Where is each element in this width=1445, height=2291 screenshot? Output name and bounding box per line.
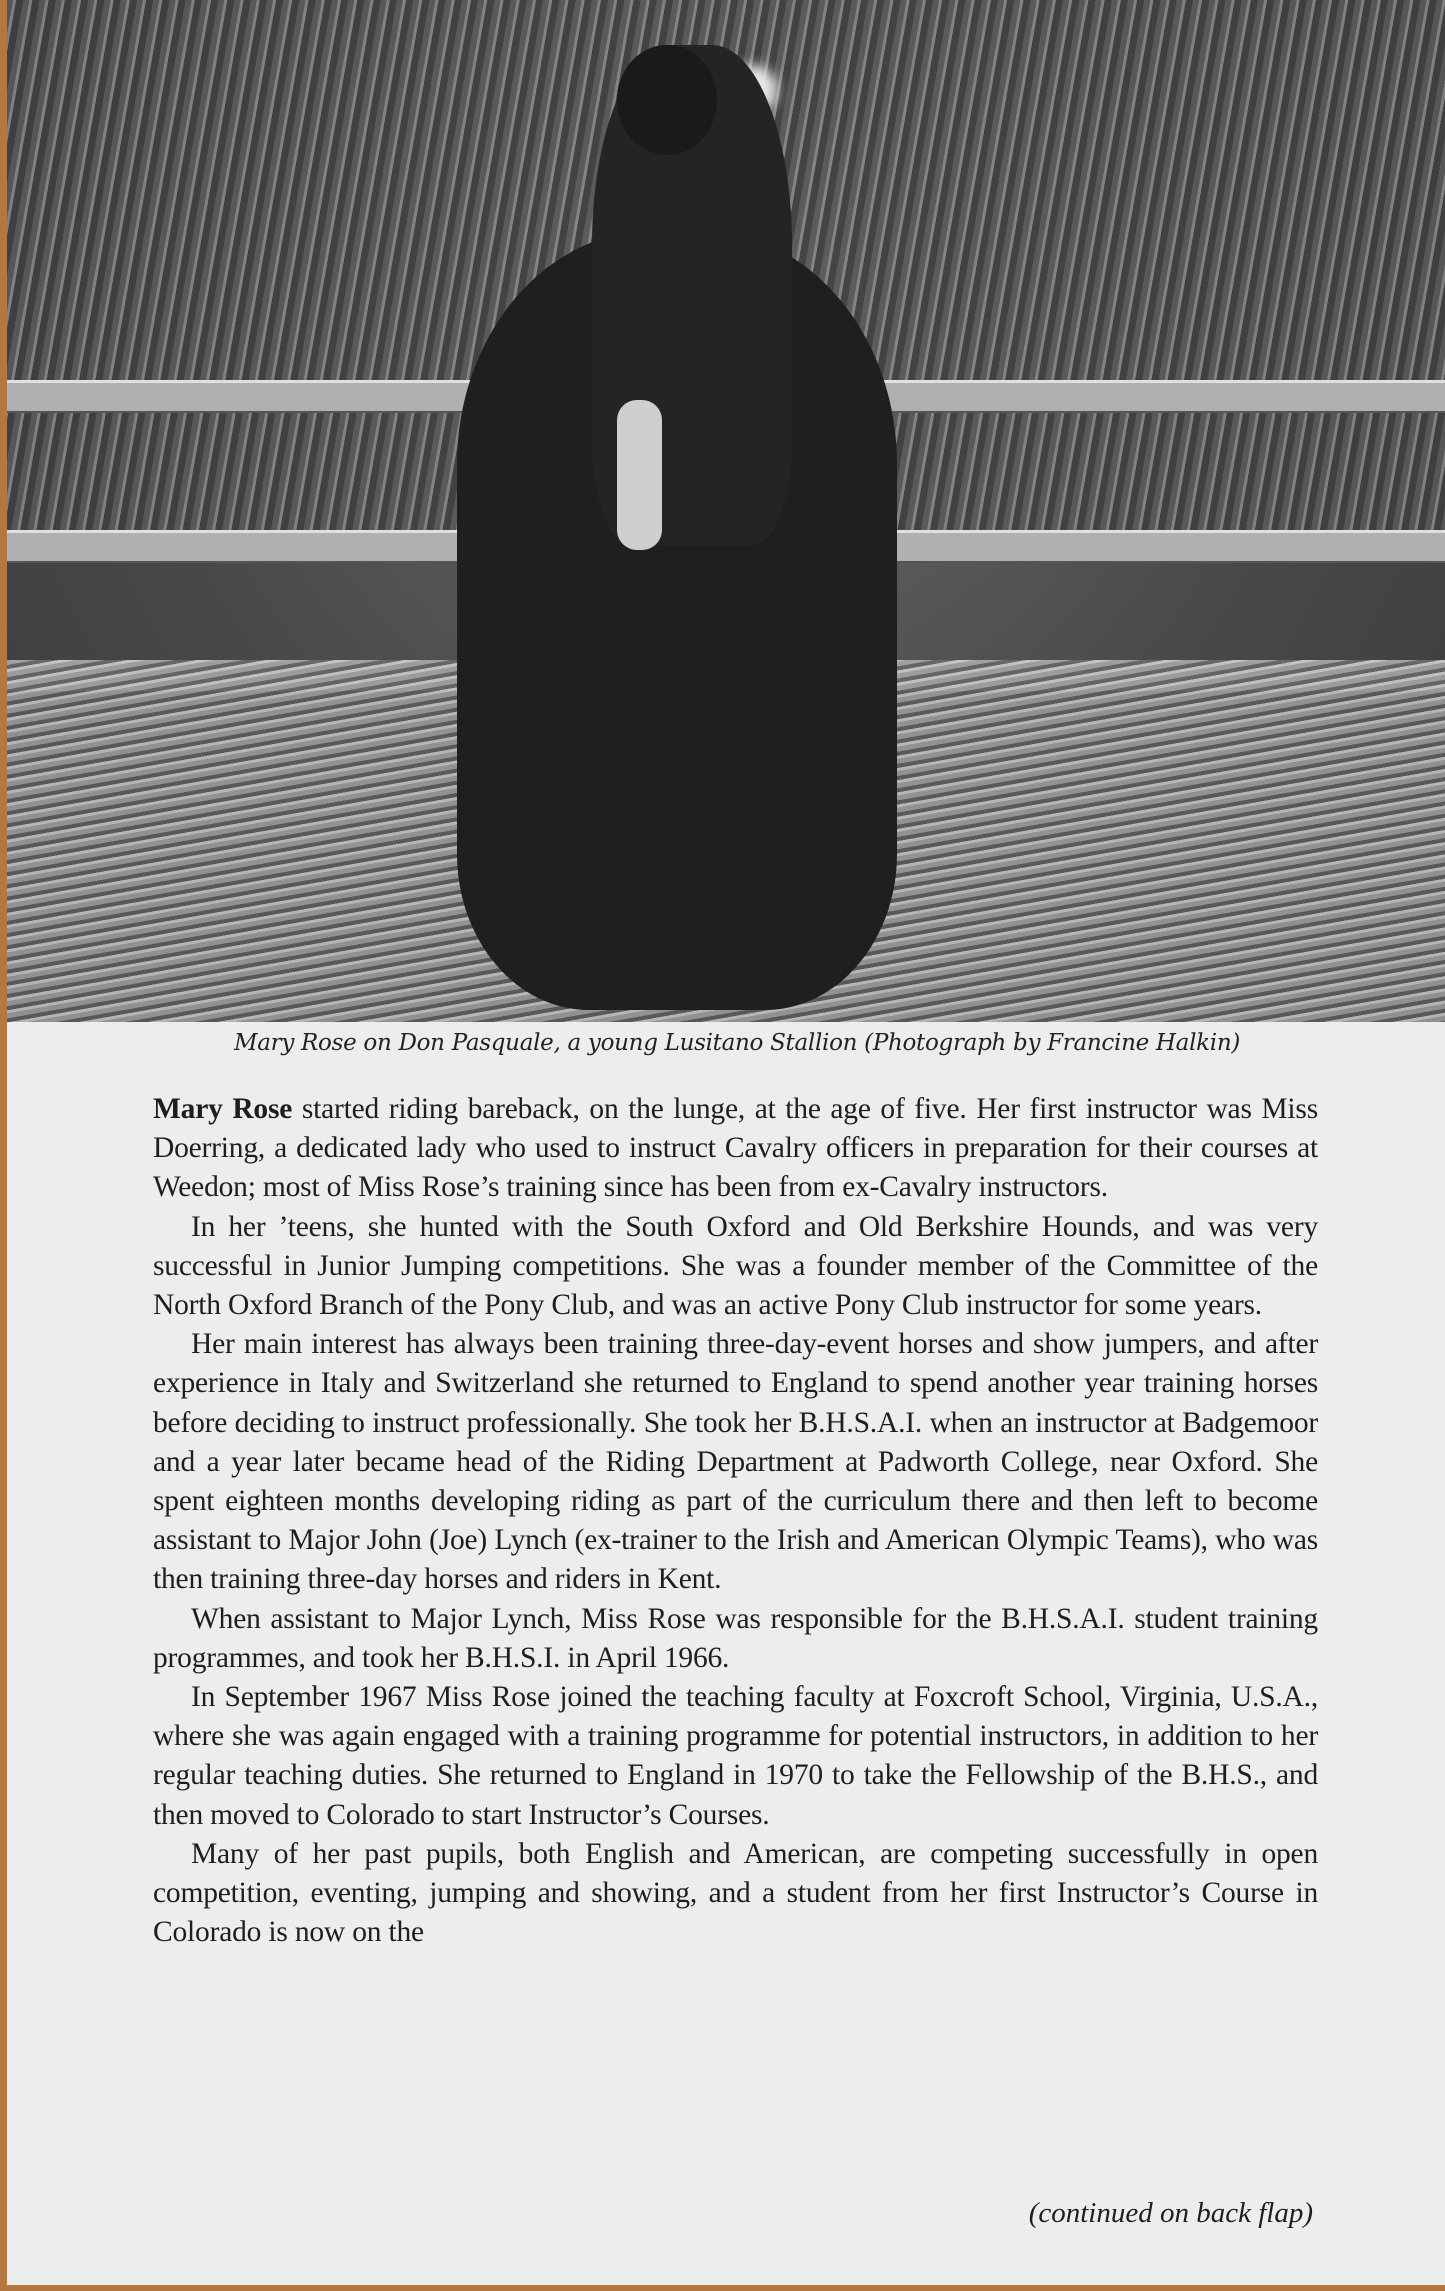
author-name: Mary Rose — [153, 1093, 293, 1125]
book-jacket-back — [7, 0, 1445, 2285]
photo-caption: Mary Rose on Don Pasquale, a young Lusitano Stallion (Photograph by Francine Halkin) — [233, 1030, 1241, 1056]
bio-paragraph-3: Her main interest has always been training three-day-event horses and show jumpers, and after experience in Italy and Switzerland she returned to England to spend another year training horses before deciding to instruct professionally. She took her B.H.S.A.I. when an instructor at Badgemoor and a year later became head of the Riding Department at Padworth College, near Oxford. She spent eighteen months developing riding as part of the curriculum there and then left to become assistant to Major John (Joe) Lynch (ex-trainer to the Irish and American Olympic Teams), who was then training three-day horses and riders in Kent. — [153, 1328, 1318, 1596]
bio-paragraph-1: Mary Rose started riding bareback, on the lunge, at the age of five. Her first instructor was Miss Doerring, a dedicated lady who used to instruct Cavalry officers in preparation for their courses at Weedon; most of Miss Rose’s training since has been from ex-Cavalry instructors. — [153, 1093, 1318, 1204]
bio-paragraph-4: When assistant to Major Lynch, Miss Rose was responsible for the B.H.S.A.I. student training programmes, and took her B.H.S.I. in April 1966. — [153, 1602, 1318, 1674]
bio-paragraph-5: In September 1967 Miss Rose joined the teaching faculty at Foxcroft School, Virginia, U.S.A., where she was again engaged with a training programme for potential instructors, in addition to her regular teaching duties. She returned to England in 1970 to take the Fellowship of the B.H.S., and then moved to Colorado to start Instructor’s Courses. — [153, 1681, 1318, 1831]
rider-breeches — [617, 400, 662, 550]
rider-head — [617, 45, 717, 155]
rider-photo — [7, 0, 1445, 1022]
continued-note: (continued on back flap) — [1028, 2197, 1313, 2229]
bio-paragraph-6: Many of her past pupils, both English and American, are competing successfully in open competition, eventing, jumping and showing, and a student from her first Instructor’s Course in Colorado is now on the — [153, 1837, 1318, 1949]
bio-paragraph-2: In her ’teens, she hunted with the South Oxford and Old Berkshire Hounds, and was very successful in Junior Jumping competitions. She was a founder member of the Committee of the North Oxford Branch of the Pony Club, and was an active Pony Club instructor for some years. — [153, 1210, 1318, 1322]
biography-text — [153, 1090, 1318, 1952]
